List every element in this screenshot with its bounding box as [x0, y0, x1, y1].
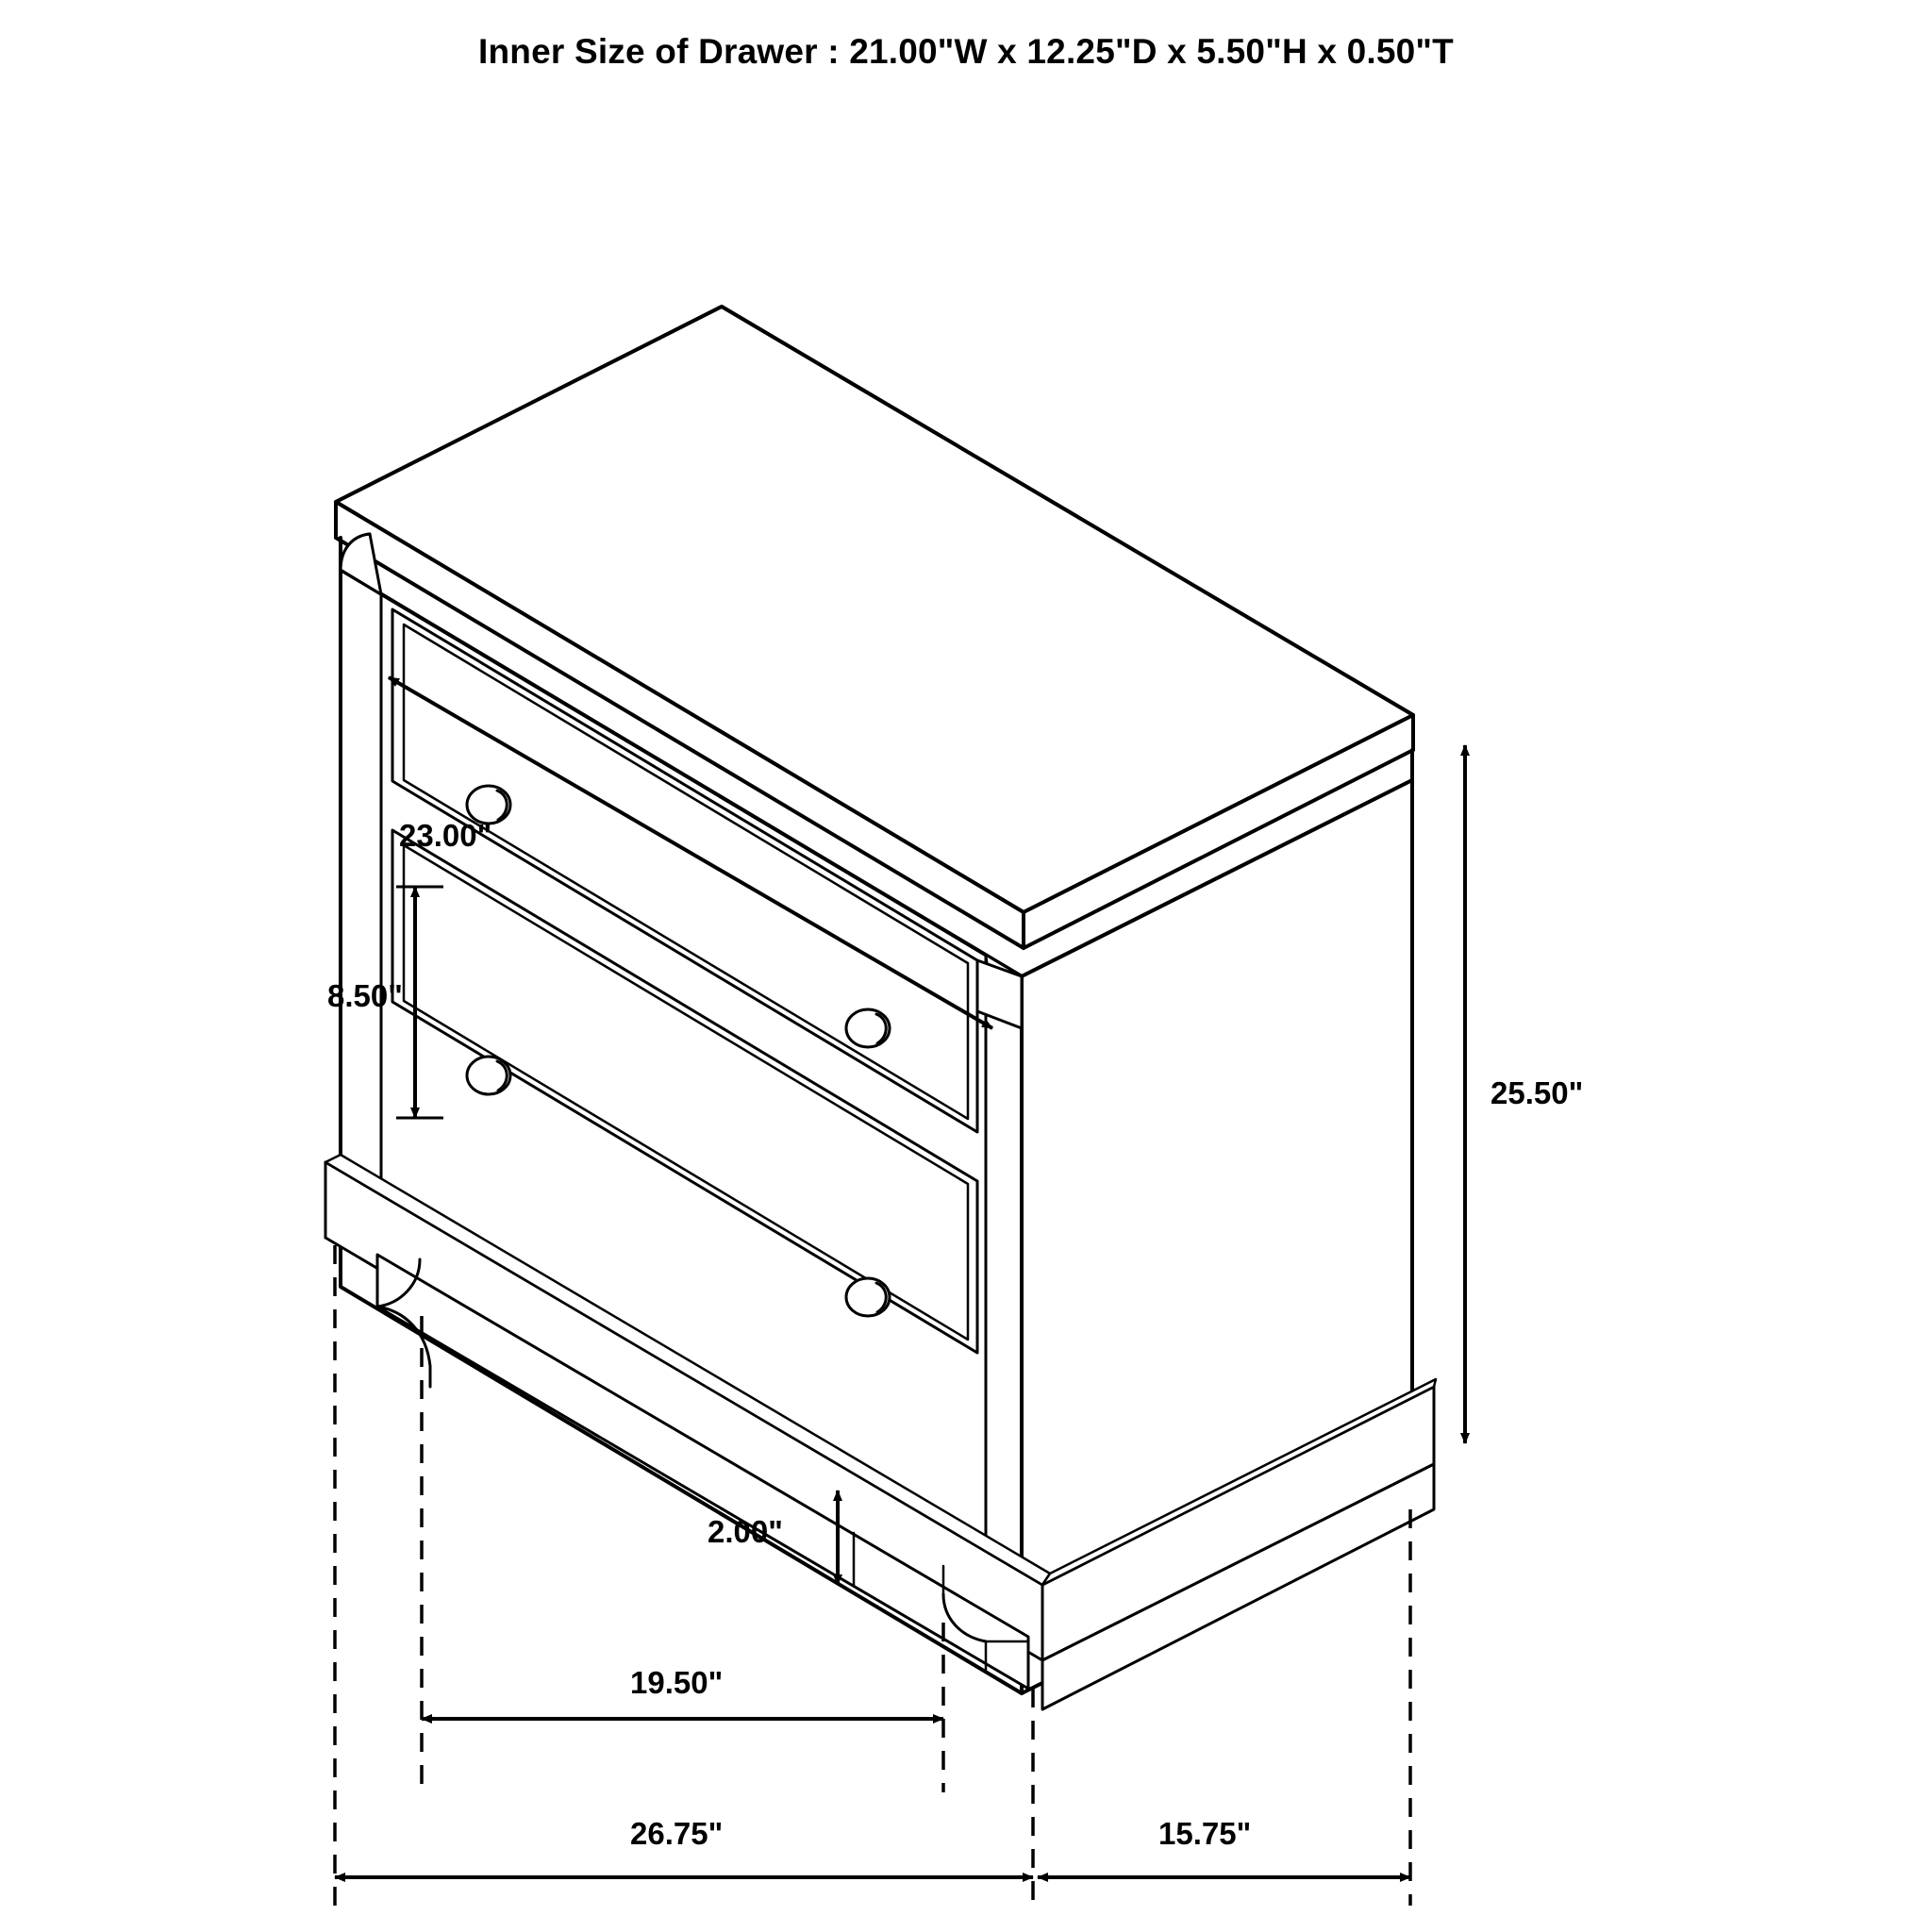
dim-label-drawer-height: 8.50" [327, 978, 403, 1013]
drawer-knob [846, 1278, 890, 1316]
dim-label-overall-depth: 15.75" [1158, 1816, 1252, 1851]
dim-label-overall-width: 26.75" [630, 1816, 724, 1851]
dim-label-toe-kick-height: 2.00" [708, 1514, 783, 1549]
drawer-knob [846, 1009, 890, 1047]
dim-label-inner-width: 19.50" [630, 1665, 724, 1700]
page-title: Inner Size of Drawer : 21.00"W x 12.25"D x 5.50"H x 0.50"T [478, 32, 1454, 71]
drawer-knob [467, 1057, 510, 1094]
cabinet-body [325, 307, 1436, 1709]
dim-label-overall-height: 25.50" [1491, 1075, 1584, 1110]
dim-label-drawer-width: 23.00" [399, 818, 492, 853]
